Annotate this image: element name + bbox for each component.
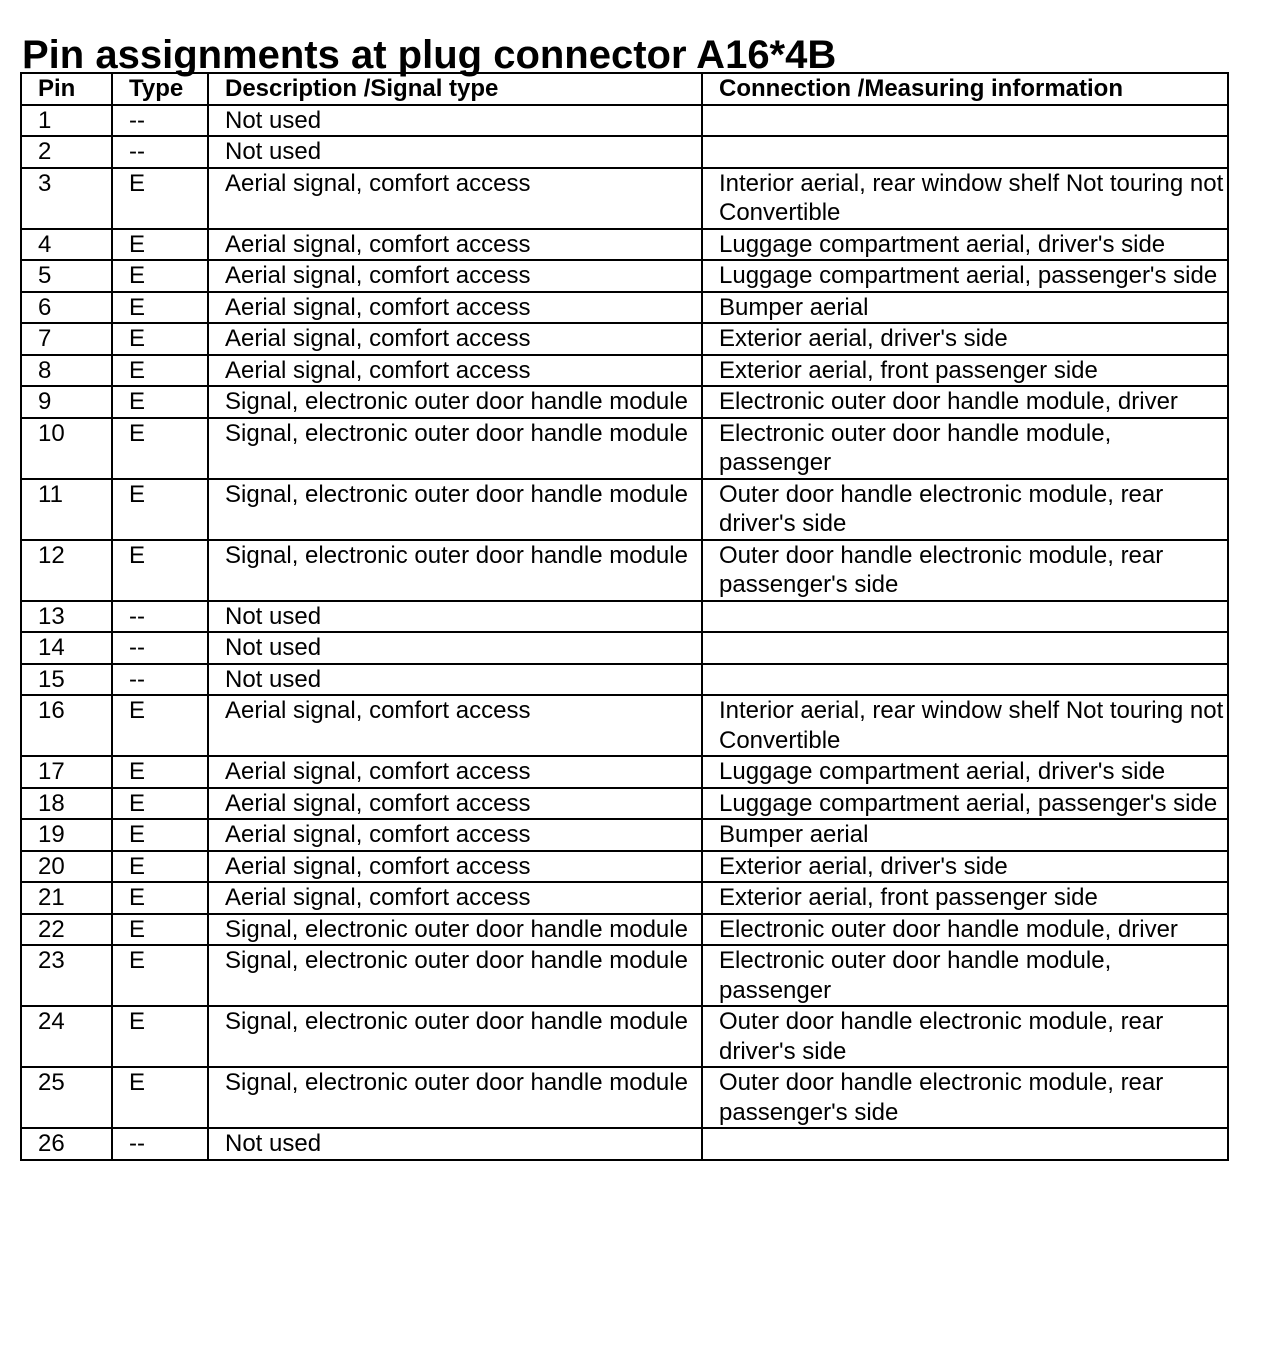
cell-description: Aerial signal, comfort access xyxy=(208,260,702,292)
cell-pin: 8 xyxy=(21,355,112,387)
cell-connection: Luggage compartment aerial, passenger's side xyxy=(702,260,1228,292)
cell-type: E xyxy=(112,851,208,883)
cell-description: Not used xyxy=(208,136,702,168)
table-row xyxy=(21,945,1228,1006)
table-row xyxy=(21,664,1228,696)
cell-connection: Interior aerial, rear window shelf Not touring not Convertible xyxy=(702,695,1228,756)
header-type: Type xyxy=(112,73,208,105)
pin-table xyxy=(20,72,1229,1161)
cell-connection: Luggage compartment aerial, passenger's side xyxy=(702,788,1228,820)
cell-description: Signal, electronic outer door handle module xyxy=(208,418,702,479)
table-row xyxy=(21,229,1228,261)
cell-connection: Outer door handle electronic module, rear passenger's side xyxy=(702,540,1228,601)
cell-connection: Exterior aerial, front passenger side xyxy=(702,355,1228,387)
cell-type: E xyxy=(112,819,208,851)
cell-type: E xyxy=(112,355,208,387)
table-row xyxy=(21,1128,1228,1160)
cell-connection xyxy=(702,632,1228,664)
cell-description: Aerial signal, comfort access xyxy=(208,695,702,756)
cell-connection: Luggage compartment aerial, driver's side xyxy=(702,756,1228,788)
cell-connection xyxy=(702,136,1228,168)
cell-connection: Electronic outer door handle module, passenger xyxy=(702,945,1228,1006)
cell-connection: Luggage compartment aerial, driver's side xyxy=(702,229,1228,261)
cell-type: E xyxy=(112,695,208,756)
table-row xyxy=(21,540,1228,601)
cell-connection: Electronic outer door handle module, driver xyxy=(702,386,1228,418)
cell-connection xyxy=(702,105,1228,137)
cell-description: Aerial signal, comfort access xyxy=(208,323,702,355)
table-row xyxy=(21,756,1228,788)
cell-type: E xyxy=(112,540,208,601)
cell-pin: 4 xyxy=(21,229,112,261)
cell-connection: Electronic outer door handle module, driver xyxy=(702,914,1228,946)
cell-description: Not used xyxy=(208,1128,702,1160)
cell-pin: 15 xyxy=(21,664,112,696)
table-row xyxy=(21,788,1228,820)
cell-description: Signal, electronic outer door handle module xyxy=(208,1006,702,1067)
cell-pin: 19 xyxy=(21,819,112,851)
header-connection: Connection /Measuring information xyxy=(702,73,1228,105)
cell-connection xyxy=(702,664,1228,696)
cell-pin: 17 xyxy=(21,756,112,788)
table-row xyxy=(21,323,1228,355)
cell-type: E xyxy=(112,1067,208,1128)
cell-connection: Interior aerial, rear window shelf Not touring not Convertible xyxy=(702,168,1228,229)
cell-type: E xyxy=(112,882,208,914)
cell-type: E xyxy=(112,479,208,540)
cell-type: E xyxy=(112,788,208,820)
cell-connection xyxy=(702,601,1228,633)
cell-connection: Exterior aerial, driver's side xyxy=(702,323,1228,355)
cell-pin: 10 xyxy=(21,418,112,479)
cell-description: Signal, electronic outer door handle module xyxy=(208,386,702,418)
cell-description: Aerial signal, comfort access xyxy=(208,168,702,229)
cell-type: -- xyxy=(112,136,208,168)
cell-pin: 14 xyxy=(21,632,112,664)
table-row xyxy=(21,1006,1228,1067)
cell-connection: Electronic outer door handle module, passenger xyxy=(702,418,1228,479)
cell-description: Not used xyxy=(208,632,702,664)
cell-description: Signal, electronic outer door handle module xyxy=(208,1067,702,1128)
cell-type: -- xyxy=(112,105,208,137)
cell-type: E xyxy=(112,1006,208,1067)
cell-description: Aerial signal, comfort access xyxy=(208,851,702,883)
cell-connection: Exterior aerial, front passenger side xyxy=(702,882,1228,914)
cell-type: E xyxy=(112,914,208,946)
cell-connection: Exterior aerial, driver's side xyxy=(702,851,1228,883)
cell-pin: 26 xyxy=(21,1128,112,1160)
cell-description: Aerial signal, comfort access xyxy=(208,756,702,788)
cell-description: Signal, electronic outer door handle module xyxy=(208,945,702,1006)
cell-type: -- xyxy=(112,632,208,664)
cell-description: Not used xyxy=(208,664,702,696)
cell-description: Signal, electronic outer door handle module xyxy=(208,479,702,540)
cell-description: Signal, electronic outer door handle module xyxy=(208,914,702,946)
cell-pin: 5 xyxy=(21,260,112,292)
cell-pin: 25 xyxy=(21,1067,112,1128)
cell-connection xyxy=(702,1128,1228,1160)
cell-description: Signal, electronic outer door handle module xyxy=(208,540,702,601)
cell-connection: Outer door handle electronic module, rear driver's side xyxy=(702,479,1228,540)
cell-type: E xyxy=(112,386,208,418)
cell-description: Aerial signal, comfort access xyxy=(208,819,702,851)
table-row xyxy=(21,479,1228,540)
table-row xyxy=(21,632,1228,664)
cell-description: Not used xyxy=(208,601,702,633)
table-row xyxy=(21,601,1228,633)
cell-pin: 24 xyxy=(21,1006,112,1067)
cell-pin: 18 xyxy=(21,788,112,820)
cell-description: Aerial signal, comfort access xyxy=(208,355,702,387)
cell-pin: 16 xyxy=(21,695,112,756)
table-row xyxy=(21,914,1228,946)
table-row xyxy=(21,260,1228,292)
cell-pin: 22 xyxy=(21,914,112,946)
cell-type: E xyxy=(112,260,208,292)
table-row xyxy=(21,168,1228,229)
table-row xyxy=(21,105,1228,137)
cell-connection: Bumper aerial xyxy=(702,819,1228,851)
cell-pin: 21 xyxy=(21,882,112,914)
cell-type: E xyxy=(112,168,208,229)
table-row xyxy=(21,882,1228,914)
cell-description: Not used xyxy=(208,105,702,137)
cell-pin: 11 xyxy=(21,479,112,540)
table-row xyxy=(21,1067,1228,1128)
cell-description: Aerial signal, comfort access xyxy=(208,788,702,820)
cell-pin: 13 xyxy=(21,601,112,633)
cell-pin: 1 xyxy=(21,105,112,137)
cell-description: Aerial signal, comfort access xyxy=(208,292,702,324)
cell-type: E xyxy=(112,756,208,788)
page-title: Pin assignments at plug connector A16*4B xyxy=(22,32,837,77)
table-row xyxy=(21,418,1228,479)
cell-pin: 2 xyxy=(21,136,112,168)
cell-pin: 20 xyxy=(21,851,112,883)
cell-type: -- xyxy=(112,1128,208,1160)
cell-pin: 9 xyxy=(21,386,112,418)
cell-description: Aerial signal, comfort access xyxy=(208,882,702,914)
cell-type: E xyxy=(112,292,208,324)
table-row xyxy=(21,819,1228,851)
table-row xyxy=(21,695,1228,756)
table-row xyxy=(21,851,1228,883)
cell-description: Aerial signal, comfort access xyxy=(208,229,702,261)
cell-pin: 7 xyxy=(21,323,112,355)
table-row xyxy=(21,386,1228,418)
cell-pin: 12 xyxy=(21,540,112,601)
table-header-row xyxy=(21,73,1228,105)
cell-type: -- xyxy=(112,601,208,633)
cell-pin: 6 xyxy=(21,292,112,324)
table-body xyxy=(21,105,1228,1160)
cell-connection: Outer door handle electronic module, rear driver's side xyxy=(702,1006,1228,1067)
table-row xyxy=(21,292,1228,324)
table-row xyxy=(21,136,1228,168)
cell-pin: 23 xyxy=(21,945,112,1006)
cell-type: E xyxy=(112,229,208,261)
header-pin: Pin xyxy=(21,73,112,105)
cell-type: E xyxy=(112,323,208,355)
cell-pin: 3 xyxy=(21,168,112,229)
cell-connection: Outer door handle electronic module, rear passenger's side xyxy=(702,1067,1228,1128)
cell-type: E xyxy=(112,418,208,479)
cell-type: -- xyxy=(112,664,208,696)
table-row xyxy=(21,355,1228,387)
cell-connection: Bumper aerial xyxy=(702,292,1228,324)
cell-type: E xyxy=(112,945,208,1006)
header-description: Description /Signal type xyxy=(208,73,702,105)
